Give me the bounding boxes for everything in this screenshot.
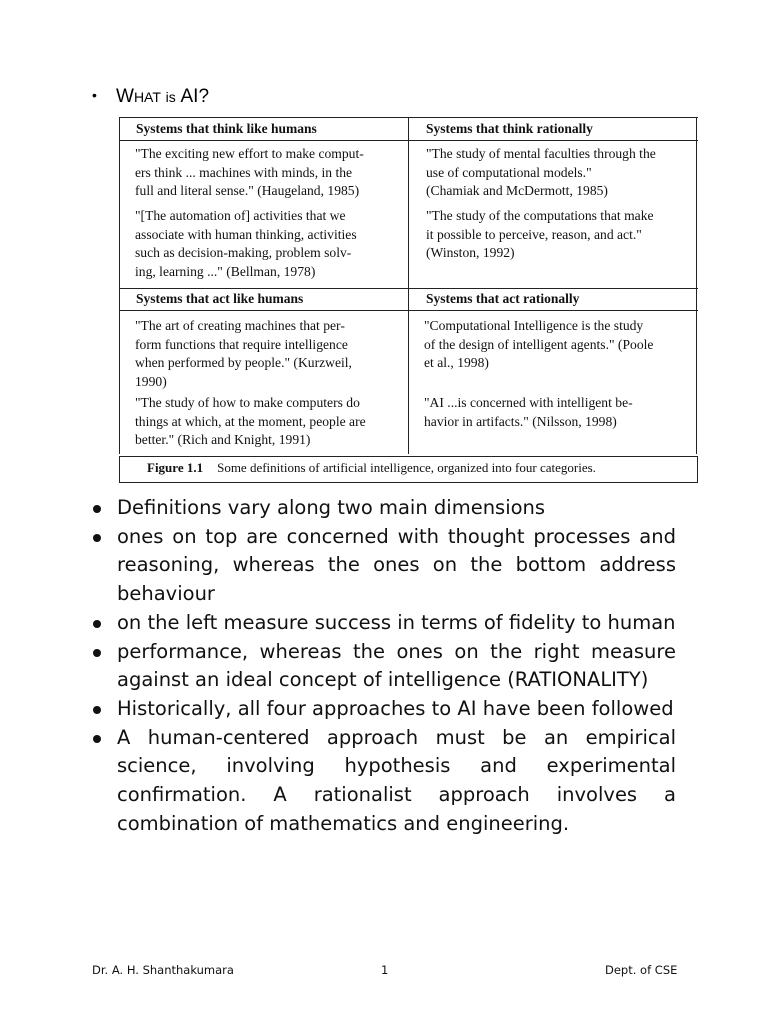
list-item: ones on top are concerned with thought processes and reasoning, whereas the ones on the bottom address behaviour	[90, 523, 676, 609]
quote-bellman: "[The automation of] activities that we associate with human thinking, activities such as decision-making, problem solv- ing, learning ..." (Bellman, 1978)	[135, 208, 357, 280]
cell-header-act-humans: Systems that act like humans	[136, 291, 304, 306]
quote-rich-knight: "The study of how to make computers do things at which, at the moment, people are better." (Rich and Knight, 1991)	[135, 395, 366, 448]
cell-header-think-rationally: Systems that think rationally	[426, 121, 593, 136]
footer-page-number: 1	[381, 963, 389, 977]
list-item: Definitions vary along two main dimensions	[90, 494, 676, 523]
list-item: performance, whereas the ones on the right measure against an ideal concept of intelligence (RATIONALITY)	[90, 638, 676, 695]
footer-author: Dr. A. H. Shanthakumara	[92, 963, 234, 977]
divider	[408, 117, 409, 454]
footer-department: Dept. of CSE	[605, 963, 678, 977]
quote-kurzweil: "The art of creating machines that per- form functions that require intelligence when performed by people." (Kurzweil, 1990)	[135, 318, 352, 390]
bullet-dot	[93, 534, 101, 542]
bullet-dot	[93, 735, 101, 743]
cell-header-think-humans: Systems that think like humans	[136, 121, 317, 136]
bullet-dot	[93, 706, 101, 714]
bullet-dot	[93, 620, 101, 628]
ai-definitions-figure	[119, 117, 698, 483]
bullet-dot	[93, 505, 101, 513]
cell-header-act-rationally: Systems that act rationally	[426, 291, 580, 306]
list-item: A human-centered approach must be an empirical science, involving hypothesis and experimental confirmation. A rationalist approach involves a combination of mathematics and engineering.	[90, 724, 676, 839]
list-item: Historically, all four approaches to AI have been followed	[90, 695, 676, 724]
figure-caption: Figure 1.1 Some definitions of artificial intelligence, organized into four categories.	[147, 460, 596, 475]
quote-poole: "Computational Intelligence is the study of the design of intelligent agents." (Poole et al., 1998)	[424, 318, 654, 371]
quote-haugeland: "The exciting new effort to make comput- ers think ... machines with minds, in the full and literal sense." (Haugeland, 1985)	[135, 146, 364, 199]
quote-winston: "The study of the computations that make it possible to perceive, reason, and act." (Winston, 1992)	[426, 208, 654, 261]
heading-text: WHAT is AI?	[116, 86, 210, 107]
list-item: on the left measure success in terms of fidelity to human	[90, 609, 676, 638]
heading-bullet: •	[92, 87, 97, 103]
bullet-dot	[93, 649, 101, 657]
quote-nilsson: "AI ...is concerned with intelligent be- havior in artifacts." (Nilsson, 1998)	[424, 395, 633, 429]
bullet-list	[90, 494, 676, 838]
divider	[696, 117, 697, 454]
quote-chamiak: "The study of mental faculties through the use of computational models." (Chamiak and McDermott, 1985)	[426, 146, 656, 199]
